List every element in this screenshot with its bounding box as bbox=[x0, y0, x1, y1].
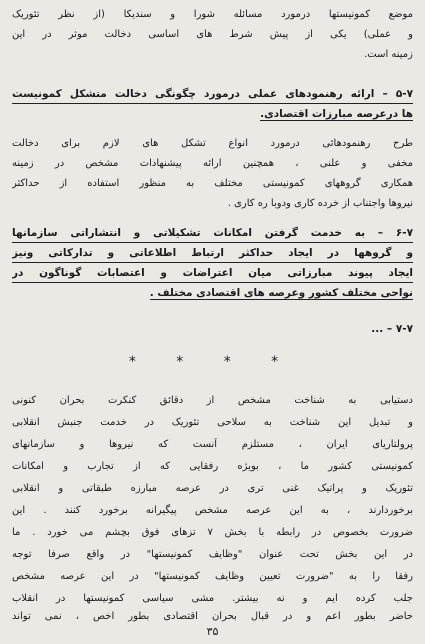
text-line: زمینه است. bbox=[364, 49, 413, 60]
text-line: پرولتاریای ایران ، مستلزم آنست که نیروها و سازمانهای bbox=[12, 439, 413, 450]
section-heading-6-7-line2: و گروهها در ایجاد حداکثر ارتباط اطلاعاتی و تدارکاتی ونیز bbox=[12, 246, 413, 263]
section-separator-stars: * * * * bbox=[128, 354, 297, 370]
text-line: در این بخش تحت عنوان "وظایف کمونیستها" در واقع صرفا توجه bbox=[12, 549, 413, 560]
text-line: تئوریک و پراتیک غنی تری در عرصه مبارزه طبقاتی و انقلابی bbox=[12, 483, 413, 494]
text-line: جلب کرده ایم و نه بیشتر. مشی سیاسی کمونیستها در انقلاب bbox=[12, 593, 413, 604]
text-line: حاضر بطور اعم و در قبال بحران اقتصادی بطور اخص ، نمی تواند bbox=[12, 611, 413, 622]
text-line: کمونیستی کشور ما ، بویژه رفقایی که از تجارب و امکانات bbox=[12, 461, 413, 472]
text-line: و عملی) یکی از پیش شرط های اساسی دخالت موثر در این bbox=[12, 29, 413, 40]
text-line: برخوردارند ، به این عرصه مشخص پیگیرانه برخورد کنند . این bbox=[12, 505, 413, 516]
text-line: دستیابی به شناخت مشخص از دقائق کنکرت بحران کنونی bbox=[12, 395, 413, 406]
text-line: رفقا را به "ضرورت تعیین وظایف کمونیستها" در این عرصه مشخص bbox=[12, 571, 413, 582]
page-number: ۳۵ bbox=[206, 625, 219, 638]
text-line: موضع کمونیستها درمورد مسائله شورا و سندیکا (از نظر تئوریک bbox=[12, 9, 413, 20]
section-heading-5-7-cont: ها درعرصه مبارزات اقتصادی. bbox=[260, 108, 413, 120]
section-heading-6-7-line3: ایجاد پیوند مبارزاتی میان اعتراضات و اعتصابات گوناگون در bbox=[12, 266, 413, 283]
text-line: و تبدیل این شناخت به سلاحی تئوریک در خدمت جنبش انقلابی bbox=[12, 417, 413, 428]
section-heading-6-7-line4: نواحی مختلف کشور وعرصه های اقتصادی مختلف . bbox=[149, 287, 413, 299]
text-line: مخفی و علنی ، همچنین ارائه پیشنهادات مشخص در زمینه bbox=[12, 158, 413, 169]
text-line: ضرورت بخصوص در رابطه با بخش ۷ تزهای فوق بچشم می خورد . ما bbox=[12, 527, 413, 538]
text-line: طرح رهنمودهائی درمورد انواع تشکل های لازم برای دخالت bbox=[12, 138, 413, 149]
section-heading-5-7: ۵-۷ – ارائه رهنمودهای عملی درمورد چگونگی دخالت متشکل کمونیست bbox=[12, 87, 413, 104]
section-heading-6-7: ۶-۷ – به خدمت گرفتن امکانات تشکیلاتی و انتشاراتی سازمانها bbox=[12, 226, 413, 243]
text-line: همکاری گروههای کمونیستی مختلف به منظور استفاده از حداکثر bbox=[12, 178, 413, 189]
text-line: نیروها واجتناب از خرده کاری ودوبا ره کاری . bbox=[227, 198, 413, 209]
section-heading-7-7: ۷-۷ – ... bbox=[371, 323, 413, 335]
